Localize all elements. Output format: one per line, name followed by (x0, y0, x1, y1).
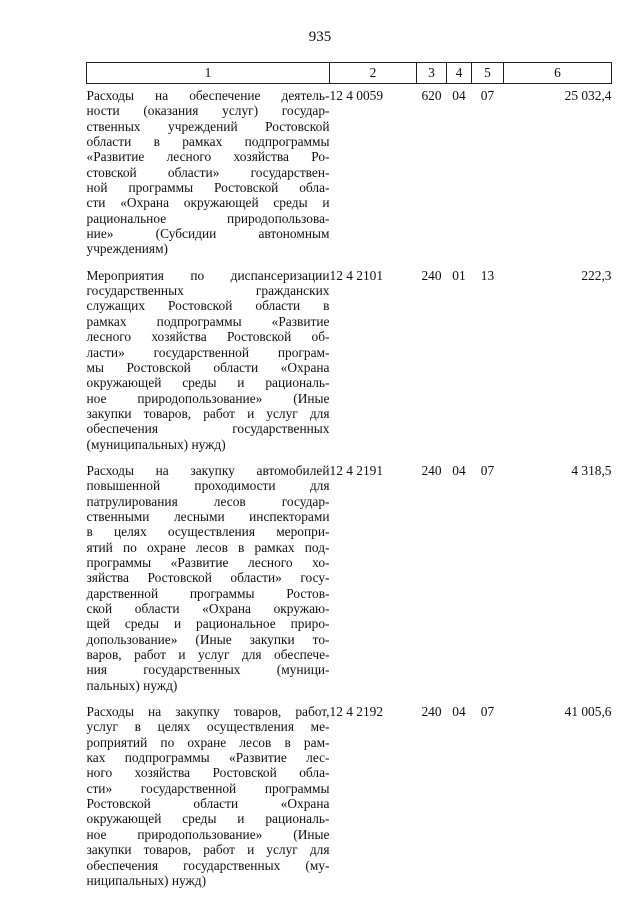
description-line: окружающей среды и рациональ- (86, 811, 330, 827)
description-line: закупки товаров, работ и услуг для (86, 842, 330, 858)
table-row (87, 463, 612, 704)
table-row (87, 268, 612, 463)
description-line: (муниципальных) нужд) (86, 436, 226, 452)
table-row (87, 704, 612, 899)
budget-table (86, 62, 612, 899)
description-line: области в рамках подпрограммы (86, 134, 330, 150)
description-line: мы Ростовской области «Охрана (86, 359, 330, 375)
description-line: ния государственных (муници- (86, 662, 330, 678)
description-line: патрулирования лесов государ- (86, 493, 330, 509)
row-section: 04 (452, 462, 466, 478)
description-line: ниципальных) нужд) (86, 872, 207, 888)
row-description (87, 704, 330, 899)
description-line: сти «Охрана окружающей среды и (86, 195, 330, 211)
description-line: зяйства Ростовской области» госу- (86, 570, 330, 586)
description-line: в целях осуществления меропри- (86, 524, 330, 540)
description-line: сти» государственной программы (86, 780, 330, 796)
description-line: пальных) нужд) (86, 677, 178, 693)
page-number: 935 (308, 29, 332, 45)
row-subsection: 07 (480, 462, 495, 478)
header-col-4: 4 (447, 63, 472, 84)
description-line: варов, работ и услуг для обеспече- (86, 647, 330, 663)
description-line: ное природопользование» (Иные (86, 390, 330, 406)
description-line: государственных гражданских (86, 283, 330, 299)
row-expense-type: 240 (421, 462, 442, 478)
description-line: услуг в целях осуществления ме- (86, 719, 330, 735)
row-subsection: 13 (480, 267, 495, 283)
description-line: Ростовской области «Охрана (86, 796, 330, 812)
description-line: Расходы на закупку автомобилей (86, 462, 330, 478)
description-line: обеспечения государственных (86, 421, 330, 437)
description-line: учреждениям) (86, 241, 169, 257)
row-amount: 41 005,6 (564, 704, 612, 720)
row-expense-type: 620 (421, 88, 442, 103)
description-line: ятий по охране лесов в рамках под- (86, 539, 330, 555)
row-subsection: 07 (480, 88, 495, 103)
row-description (87, 463, 330, 704)
description-line: ственными лесными инспекторами (86, 508, 330, 524)
table-body (87, 84, 612, 900)
description-line: Мероприятия по диспансеризации (86, 267, 330, 283)
row-section: 01 (452, 267, 466, 283)
description-line: Расходы на закупку товаров, работ, (86, 704, 330, 720)
description-line: ного хозяйства Ростовской обла- (86, 765, 330, 781)
description-line: лесного хозяйства Ростовской об- (86, 329, 330, 345)
row-amount: 222,3 (581, 267, 612, 283)
description-line: ное природопользование» (Иные (86, 826, 330, 842)
description-line: рамках подпрограммы «Развитие (86, 313, 330, 329)
header-col-6: 6 (504, 63, 612, 84)
description-line: «Развитие лесного хозяйства Ро- (86, 149, 330, 165)
row-description (87, 84, 330, 268)
description-line: ках подпрограммы «Развитие лес- (86, 750, 330, 766)
description-line: закупки товаров, работ и услуг для (86, 405, 330, 421)
description-line: ской области «Охрана окружаю- (86, 601, 330, 616)
row-amount: 4 318,5 (571, 462, 612, 478)
row-target-code: 12 4 2101 (329, 267, 384, 283)
row-expense-type: 240 (421, 267, 442, 283)
description-line: допользование» (Иные закупки то- (86, 631, 330, 647)
description-line: окружающей среды и рациональ- (86, 375, 330, 391)
description-line: роприятий по охране лесов в рам- (86, 734, 330, 750)
description-line: ственных учреждений Ростовской (86, 118, 330, 134)
description-line: рациональное природопользова- (86, 210, 330, 226)
description-line: стовской области» государствен- (86, 164, 330, 180)
description-line: ной программы Ростовской обла- (86, 180, 330, 196)
description-line: Расходы на обеспечение деятель- (86, 88, 330, 103)
description-line: щей среды и рациональное приро- (86, 616, 330, 632)
row-section: 04 (452, 88, 466, 103)
description-line: служащих Ростовской области в (86, 298, 330, 314)
description-line: ние» (Субсидии автономным (86, 226, 330, 242)
description-line: ности (оказания услуг) государ- (86, 103, 330, 119)
row-target-code: 12 4 0059 (329, 88, 384, 103)
header-col-3: 3 (417, 63, 447, 84)
header-col-2: 2 (330, 63, 417, 84)
row-subsection: 07 (480, 704, 495, 720)
row-description (87, 268, 330, 463)
table-header (87, 63, 612, 84)
header-col-1: 1 (87, 63, 330, 84)
description-line: ласти» государственной програм- (86, 344, 330, 360)
row-section: 04 (452, 704, 466, 720)
row-amount: 25 032,4 (564, 88, 612, 103)
row-expense-type: 240 (421, 704, 442, 720)
row-target-code: 12 4 2191 (329, 462, 384, 478)
description-line: дарственной программы Ростов- (86, 585, 330, 601)
description-line: повышенной проходимости для (86, 478, 330, 494)
description-line: обеспечения государственных (му- (86, 857, 330, 873)
header-col-5: 5 (472, 63, 504, 84)
table-row (87, 84, 612, 268)
description-line: программы «Развитие лесного хо- (86, 554, 330, 570)
row-target-code: 12 4 2192 (329, 704, 384, 720)
